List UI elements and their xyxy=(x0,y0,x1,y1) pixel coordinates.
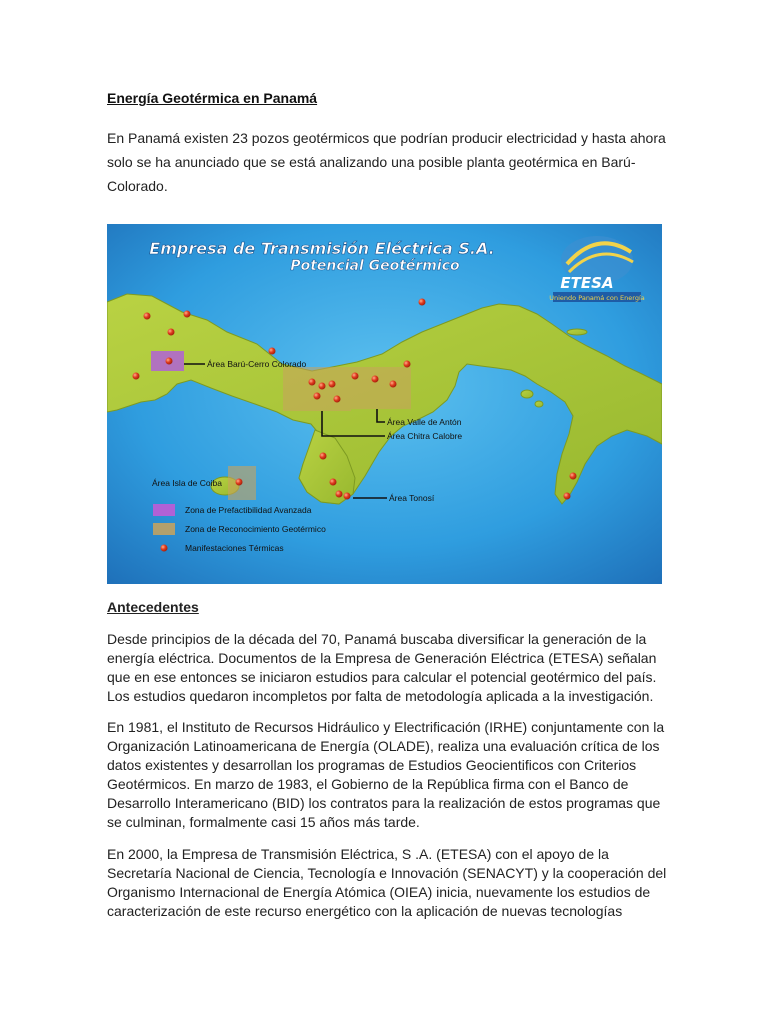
map-svg xyxy=(107,224,662,584)
legend-swatch-manifestaciones xyxy=(161,545,168,552)
label-coiba: Área Isla de Coiba xyxy=(152,478,222,488)
map-title-line2: Potencial Geotérmico xyxy=(290,258,460,274)
paragraph-2: En 1981, el Instituto de Recursos Hidráulico y Electrificación (IRHE) conjuntamente con la Organización Latinoamericana de Energía (OLADE), realiza una evaluación crítica de los datos existentes y desarrollan los programas de Estudios Geocientificos con Criterios Geotérmicos. En marzo de 1983, el Gobierno de la República firma con el Banco de Desarrollo Interamericano (BID) los contratos para la realización de estos programas que se culminan, formalmente casi 15 años más tarde. xyxy=(107,719,665,830)
legend-label-reconocimiento: Zona de Reconocimiento Geotérmico xyxy=(185,524,326,534)
legend-swatch-prefactibilidad xyxy=(153,504,175,516)
legend-swatch-reconocimiento xyxy=(153,523,175,535)
zone-valle-reconocimiento xyxy=(351,367,411,409)
legend-label-manifestaciones: Manifestaciones Térmicas xyxy=(185,543,284,553)
logo-tagline: Uniendo Panamá con Energía xyxy=(549,294,645,302)
intro-paragraph: En Panamá existen 23 pozos geotérmicos que podrían producir electricidad y hasta ahora solo se ha anunciado que se está analizando una posible planta geotérmica en Barú-Colorado. xyxy=(107,130,666,194)
document-title: Energía Geotérmica en Panamá xyxy=(107,90,318,106)
geothermal-map-image xyxy=(107,224,662,584)
zone-chitra-reconocimiento xyxy=(283,367,351,411)
island-small-3 xyxy=(567,329,587,335)
island-small-2 xyxy=(535,401,543,407)
logo-wordmark: ETESA xyxy=(560,274,614,292)
label-valle: Área Valle de Antón xyxy=(387,417,462,427)
label-baru: Área Barú-Cerro Colorado xyxy=(207,359,307,369)
paragraph-3: En 2000, la Empresa de Transmisión Eléctrica, S .A. (ETESA) con el apoyo de la Secretaría Nacional de Ciencia, Tecnología e Innovación (SENACYT) y la cooperación del Organismo Internacional de Energía Atómica (OIEA) inicia, nuevamente los estudios de caracterización de este recurso energético con la aplicación de nuevas tecnologías xyxy=(107,846,667,919)
legend-label-prefactibilidad: Zona de Prefactibilidad Avanzada xyxy=(185,505,312,515)
paragraph-1: Desde principios de la década del 70, Panamá buscaba diversificar la generación de la energía eléctrica. Documentos de la Empresa de Generación Eléctrica (ETESA) señalan que en ese entonces se iniciaron estudios para calcular el potencial geotérmico del país. Los estudios quedaron incompletos por falta de metodología aplicada a la investigación. xyxy=(107,631,657,704)
label-tonosi: Área Tonosí xyxy=(389,493,435,503)
label-chitra: Área Chitra Calobre xyxy=(387,431,463,441)
island-small-1 xyxy=(521,390,533,398)
section-heading-antecedentes: Antecedentes xyxy=(107,599,199,615)
map-title-line1: Empresa de Transmisión Eléctrica S.A. xyxy=(149,239,495,258)
